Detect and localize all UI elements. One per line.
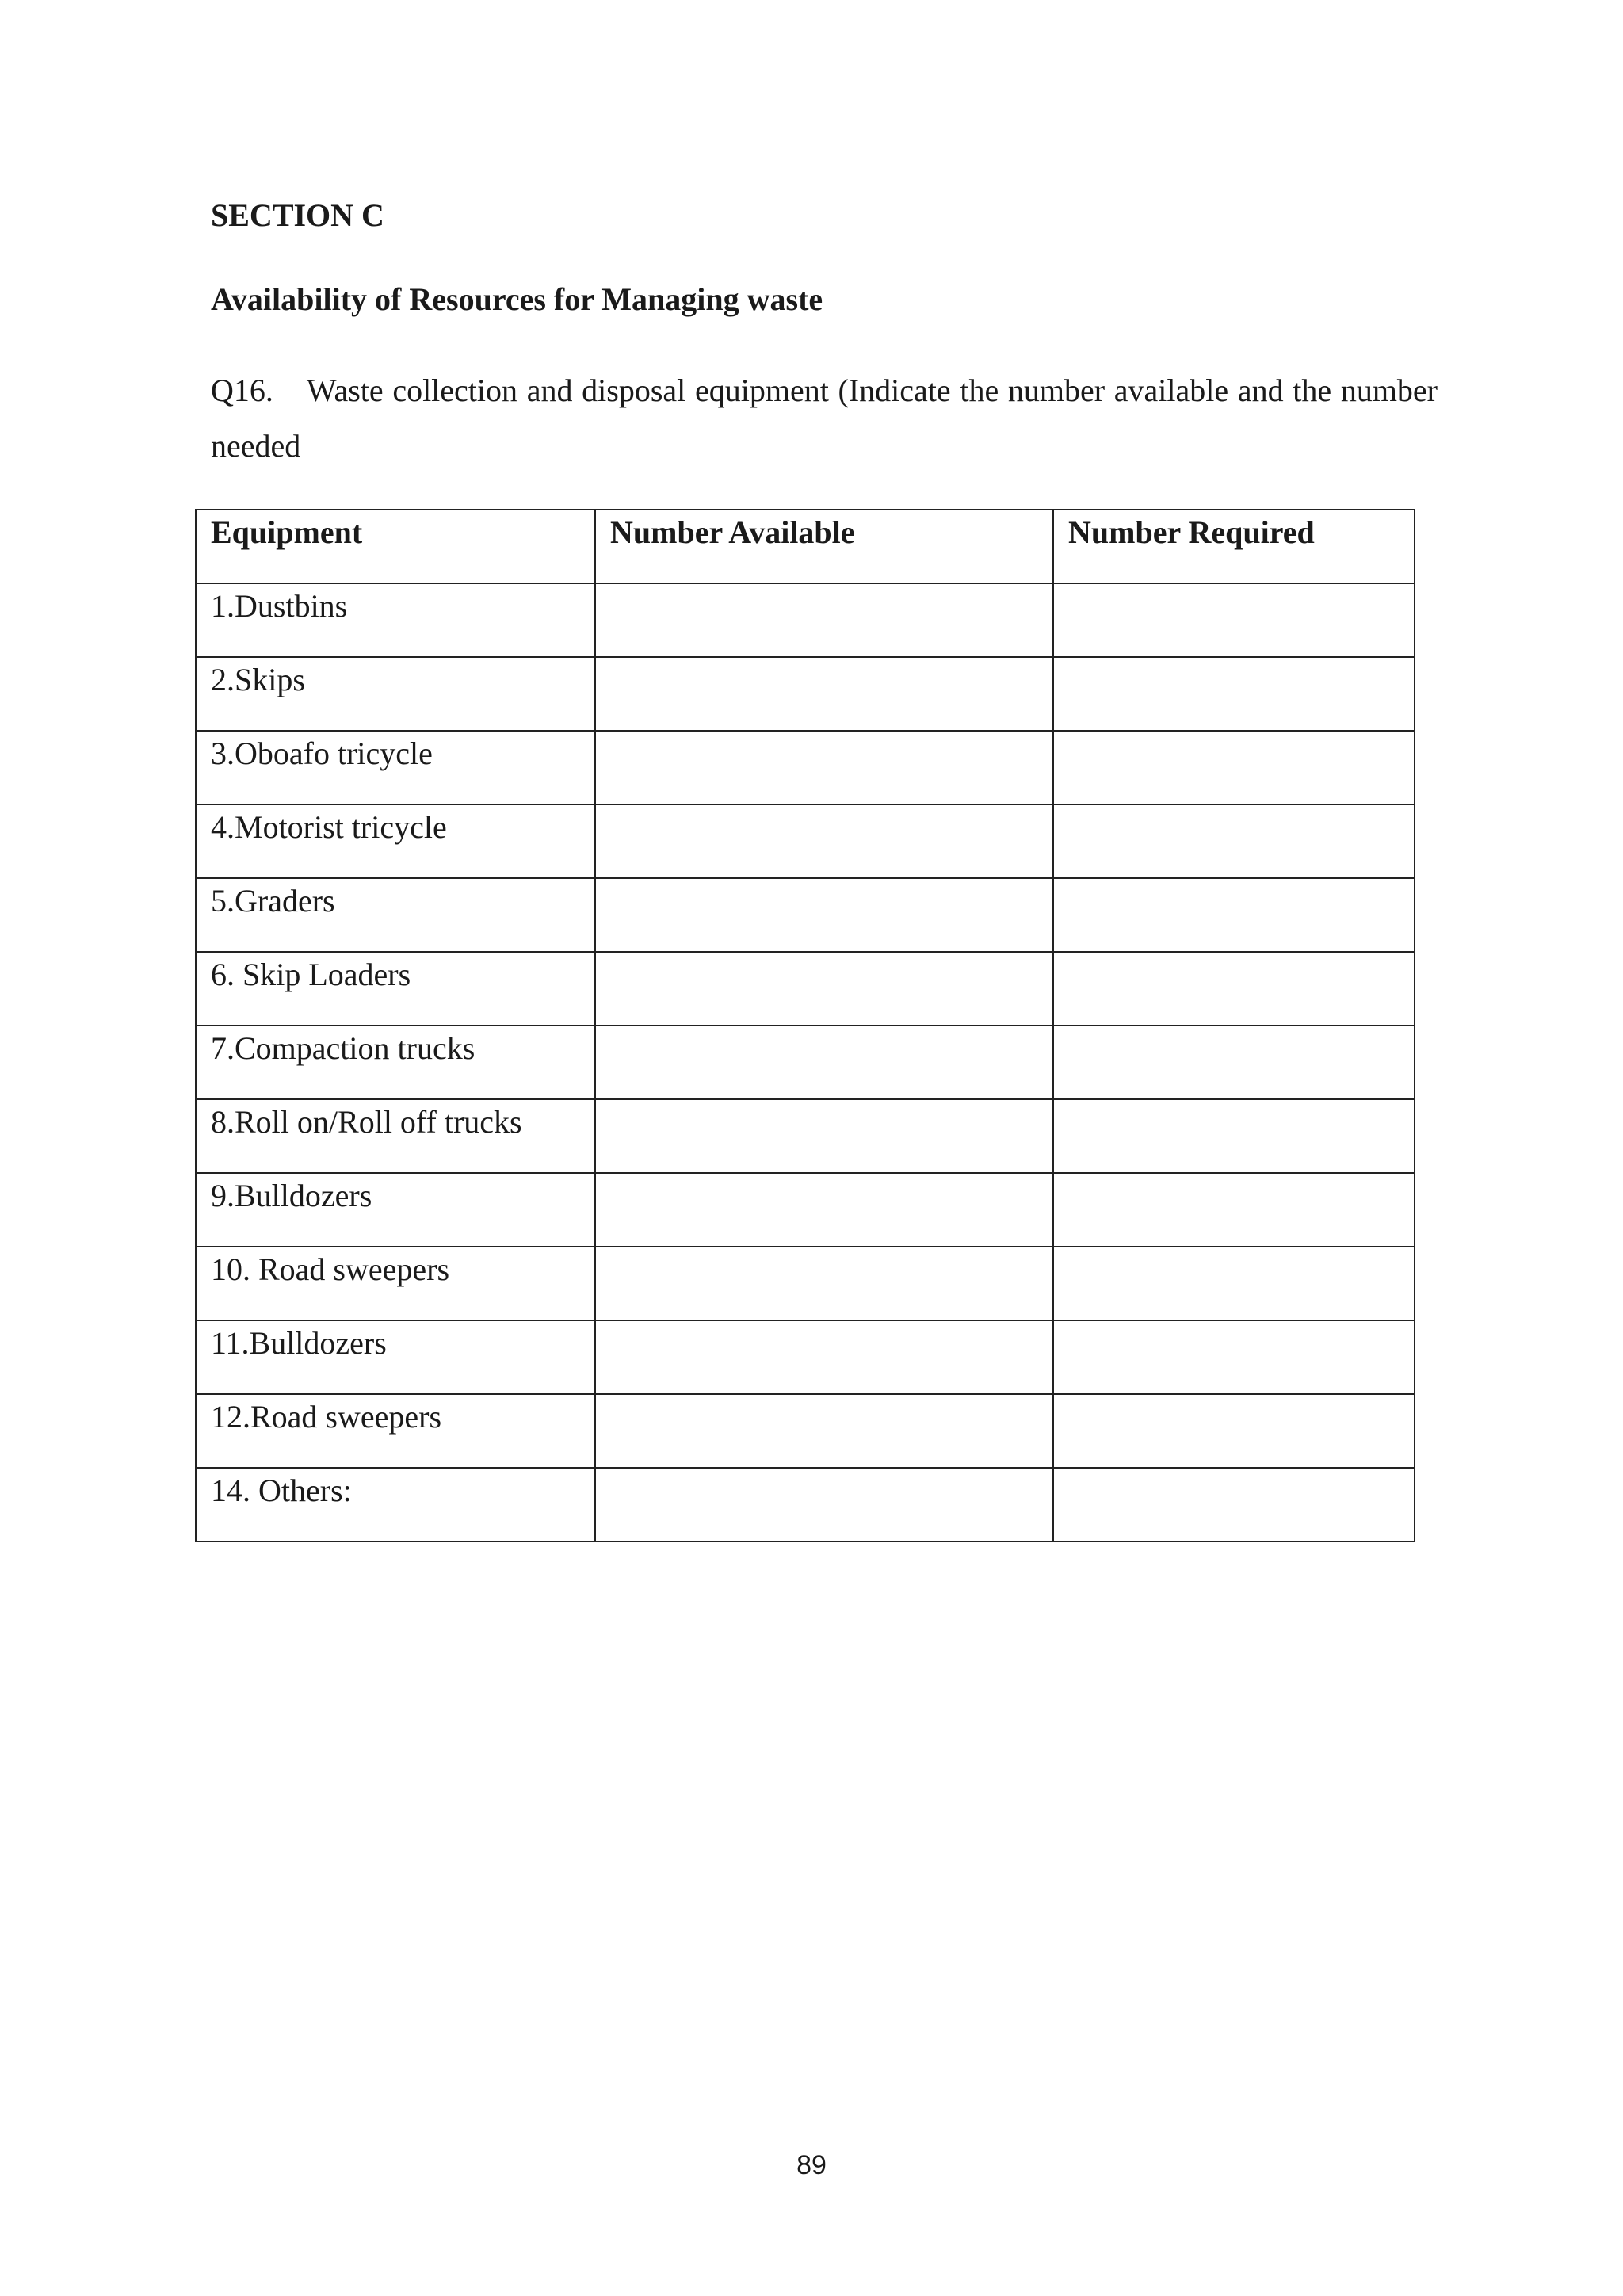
available-cell[interactable] bbox=[595, 952, 1053, 1026]
required-cell[interactable] bbox=[1053, 1026, 1415, 1099]
required-cell[interactable] bbox=[1053, 1394, 1415, 1468]
required-cell[interactable] bbox=[1053, 1468, 1415, 1541]
header-number-required: Number Required bbox=[1053, 510, 1415, 583]
section-subheading: Availability of Resources for Managing waste bbox=[211, 281, 823, 317]
equipment-cell: 12.Road sweepers bbox=[196, 1394, 595, 1468]
required-cell[interactable] bbox=[1053, 731, 1415, 804]
table-row bbox=[196, 1099, 1415, 1173]
question-number: Q16. bbox=[211, 372, 273, 408]
table-header-row bbox=[196, 510, 1415, 583]
table-row bbox=[196, 731, 1415, 804]
available-cell[interactable] bbox=[595, 1173, 1053, 1247]
table-row bbox=[196, 1173, 1415, 1247]
header-equipment: Equipment bbox=[196, 510, 595, 583]
available-cell[interactable] bbox=[595, 1320, 1053, 1394]
table-row bbox=[196, 804, 1415, 878]
equipment-cell: 2.Skips bbox=[196, 657, 595, 731]
required-cell[interactable] bbox=[1053, 1099, 1415, 1173]
equipment-cell: 11.Bulldozers bbox=[196, 1320, 595, 1394]
table-row bbox=[196, 1468, 1415, 1541]
table-row bbox=[196, 1394, 1415, 1468]
required-cell[interactable] bbox=[1053, 657, 1415, 731]
available-cell[interactable] bbox=[595, 1026, 1053, 1099]
question-text: Waste collection and disposal equipment (Indicate the number available and the number needed bbox=[211, 372, 1438, 464]
available-cell[interactable] bbox=[595, 804, 1053, 878]
available-cell[interactable] bbox=[595, 1247, 1053, 1320]
equipment-cell: 3.Oboafo tricycle bbox=[196, 731, 595, 804]
required-cell[interactable] bbox=[1053, 583, 1415, 657]
equipment-cell: 5.Graders bbox=[196, 878, 595, 952]
table-row bbox=[196, 657, 1415, 731]
table-row bbox=[196, 1247, 1415, 1320]
section-heading: SECTION C bbox=[211, 197, 384, 233]
table-row bbox=[196, 1026, 1415, 1099]
available-cell[interactable] bbox=[595, 657, 1053, 731]
page-number: 89 bbox=[796, 2150, 827, 2180]
equipment-cell: 1.Dustbins bbox=[196, 583, 595, 657]
table-row bbox=[196, 583, 1415, 657]
table-row bbox=[196, 878, 1415, 952]
equipment-cell: 10. Road sweepers bbox=[196, 1247, 595, 1320]
required-cell[interactable] bbox=[1053, 804, 1415, 878]
available-cell[interactable] bbox=[595, 583, 1053, 657]
required-cell[interactable] bbox=[1053, 1247, 1415, 1320]
required-cell[interactable] bbox=[1053, 952, 1415, 1026]
equipment-cell: 9.Bulldozers bbox=[196, 1173, 595, 1247]
required-cell[interactable] bbox=[1053, 1320, 1415, 1394]
equipment-cell: 4.Motorist tricycle bbox=[196, 804, 595, 878]
available-cell[interactable] bbox=[595, 1099, 1053, 1173]
table-row bbox=[196, 1320, 1415, 1394]
available-cell[interactable] bbox=[595, 731, 1053, 804]
table-row bbox=[196, 952, 1415, 1026]
available-cell[interactable] bbox=[595, 1468, 1053, 1541]
equipment-cell: 7.Compaction trucks bbox=[196, 1026, 595, 1099]
question-q16 bbox=[211, 363, 1438, 474]
equipment-cell: 6. Skip Loaders bbox=[196, 952, 595, 1026]
header-number-available: Number Available bbox=[595, 510, 1053, 583]
equipment-cell: 8.Roll on/Roll off trucks bbox=[196, 1099, 595, 1173]
required-cell[interactable] bbox=[1053, 878, 1415, 952]
equipment-cell: 14. Others: bbox=[196, 1468, 595, 1541]
available-cell[interactable] bbox=[595, 1394, 1053, 1468]
available-cell[interactable] bbox=[595, 878, 1053, 952]
equipment-table bbox=[195, 509, 1415, 1542]
required-cell[interactable] bbox=[1053, 1173, 1415, 1247]
